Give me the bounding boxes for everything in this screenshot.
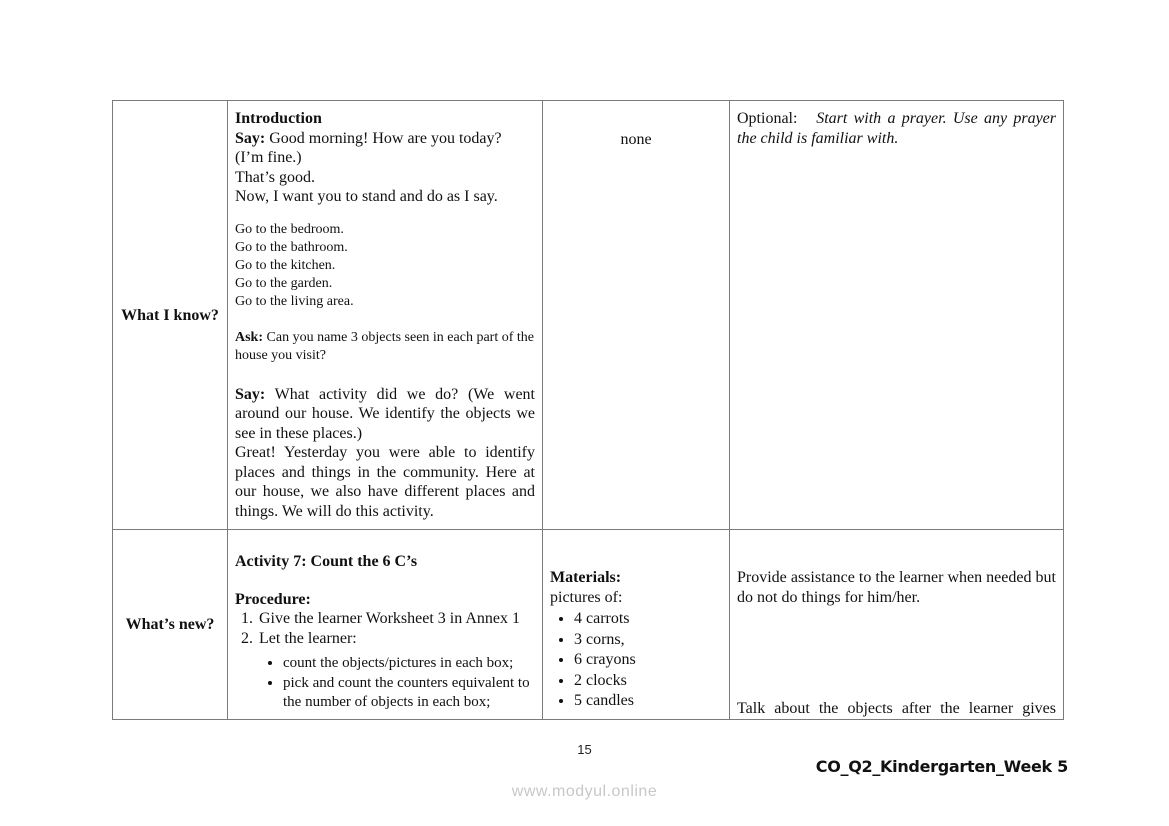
what-i-know-row	[113, 101, 1064, 530]
material-item: • 2 clocks	[574, 671, 722, 692]
watermark: www.modyul.online	[511, 783, 658, 800]
ask-question: Ask: Can you name 3 objects seen in each part of the house you visit?	[235, 329, 534, 363]
materials-cell-whats-new	[543, 530, 730, 720]
command-item: Go to the kitchen.	[235, 257, 336, 273]
introduction-heading: Introduction	[235, 110, 322, 127]
say-greeting: Say: Good morning! How are you today?	[235, 129, 502, 147]
footer-code: CO_Q2_Kindergarten_Week 5	[815, 757, 1068, 776]
material-item: • 3 corns,	[574, 630, 722, 651]
procedure-step: 1. Give the learner Worksheet 3 in Annex 1	[257, 609, 535, 629]
procedure-heading: Procedure:	[235, 590, 311, 608]
material-item: • 6 crayons	[574, 650, 722, 671]
talk-note: Talk about the objects after the learner gives	[737, 700, 1056, 717]
materials-none: none	[620, 131, 652, 148]
notes-cell-what-i-know	[730, 101, 1064, 530]
fine-response: (I’m fine.)	[235, 149, 302, 166]
materials-subheading: pictures of:	[550, 588, 623, 606]
optional-note: Optional: Start with a prayer. Use any prayer the child is familiar with.	[737, 110, 1057, 147]
procedure-cell-whats-new	[228, 530, 543, 720]
command-item: Go to the garden.	[235, 275, 333, 291]
procedure-substeps	[235, 654, 535, 713]
procedure-step: 2. Let the learner:	[257, 629, 535, 649]
material-item: • 5 candles	[574, 691, 722, 712]
materials-heading: Materials:	[550, 569, 622, 586]
row-label-what-i-know: What I know?	[113, 101, 228, 530]
whats-new-row	[113, 530, 1064, 720]
materials-cell-what-i-know	[543, 101, 730, 530]
instruction-text: Now, I want you to stand and do as I say.	[235, 188, 498, 205]
activity-title: Activity 7: Count the 6 C’s	[235, 553, 418, 570]
row-label-whats-new: What’s new?	[113, 530, 228, 720]
page-number: 15	[577, 742, 592, 757]
lesson-plan-table	[112, 100, 1064, 720]
material-item: • 4 carrots	[574, 609, 722, 630]
great-text: Great! Yesterday you were able to identify places and things in the community. Here at our house, we also have different places and things. We will do this activity.	[235, 444, 535, 520]
notes-cell-whats-new	[730, 530, 1064, 720]
procedure-substep: • count the objects/pictures in each box;	[283, 654, 535, 674]
thats-good-text: That’s good.	[235, 168, 315, 186]
procedure-steps	[235, 609, 535, 648]
command-item: Go to the bathroom.	[235, 239, 348, 255]
assistance-note: Provide assistance to the learner when needed but do not do things for him/her.	[737, 569, 1056, 606]
procedure-substep: • pick and count the counters equivalent to the number of objects in each box;	[283, 674, 535, 713]
say-activity-review: Say: What activity did we do? (We went around our house. We identify the objects we see in these places.)	[235, 385, 535, 442]
command-item: Go to the bedroom.	[235, 221, 344, 237]
procedure-cell-what-i-know	[228, 101, 543, 530]
materials-list	[550, 609, 722, 712]
command-item: Go to the living area.	[235, 293, 354, 309]
